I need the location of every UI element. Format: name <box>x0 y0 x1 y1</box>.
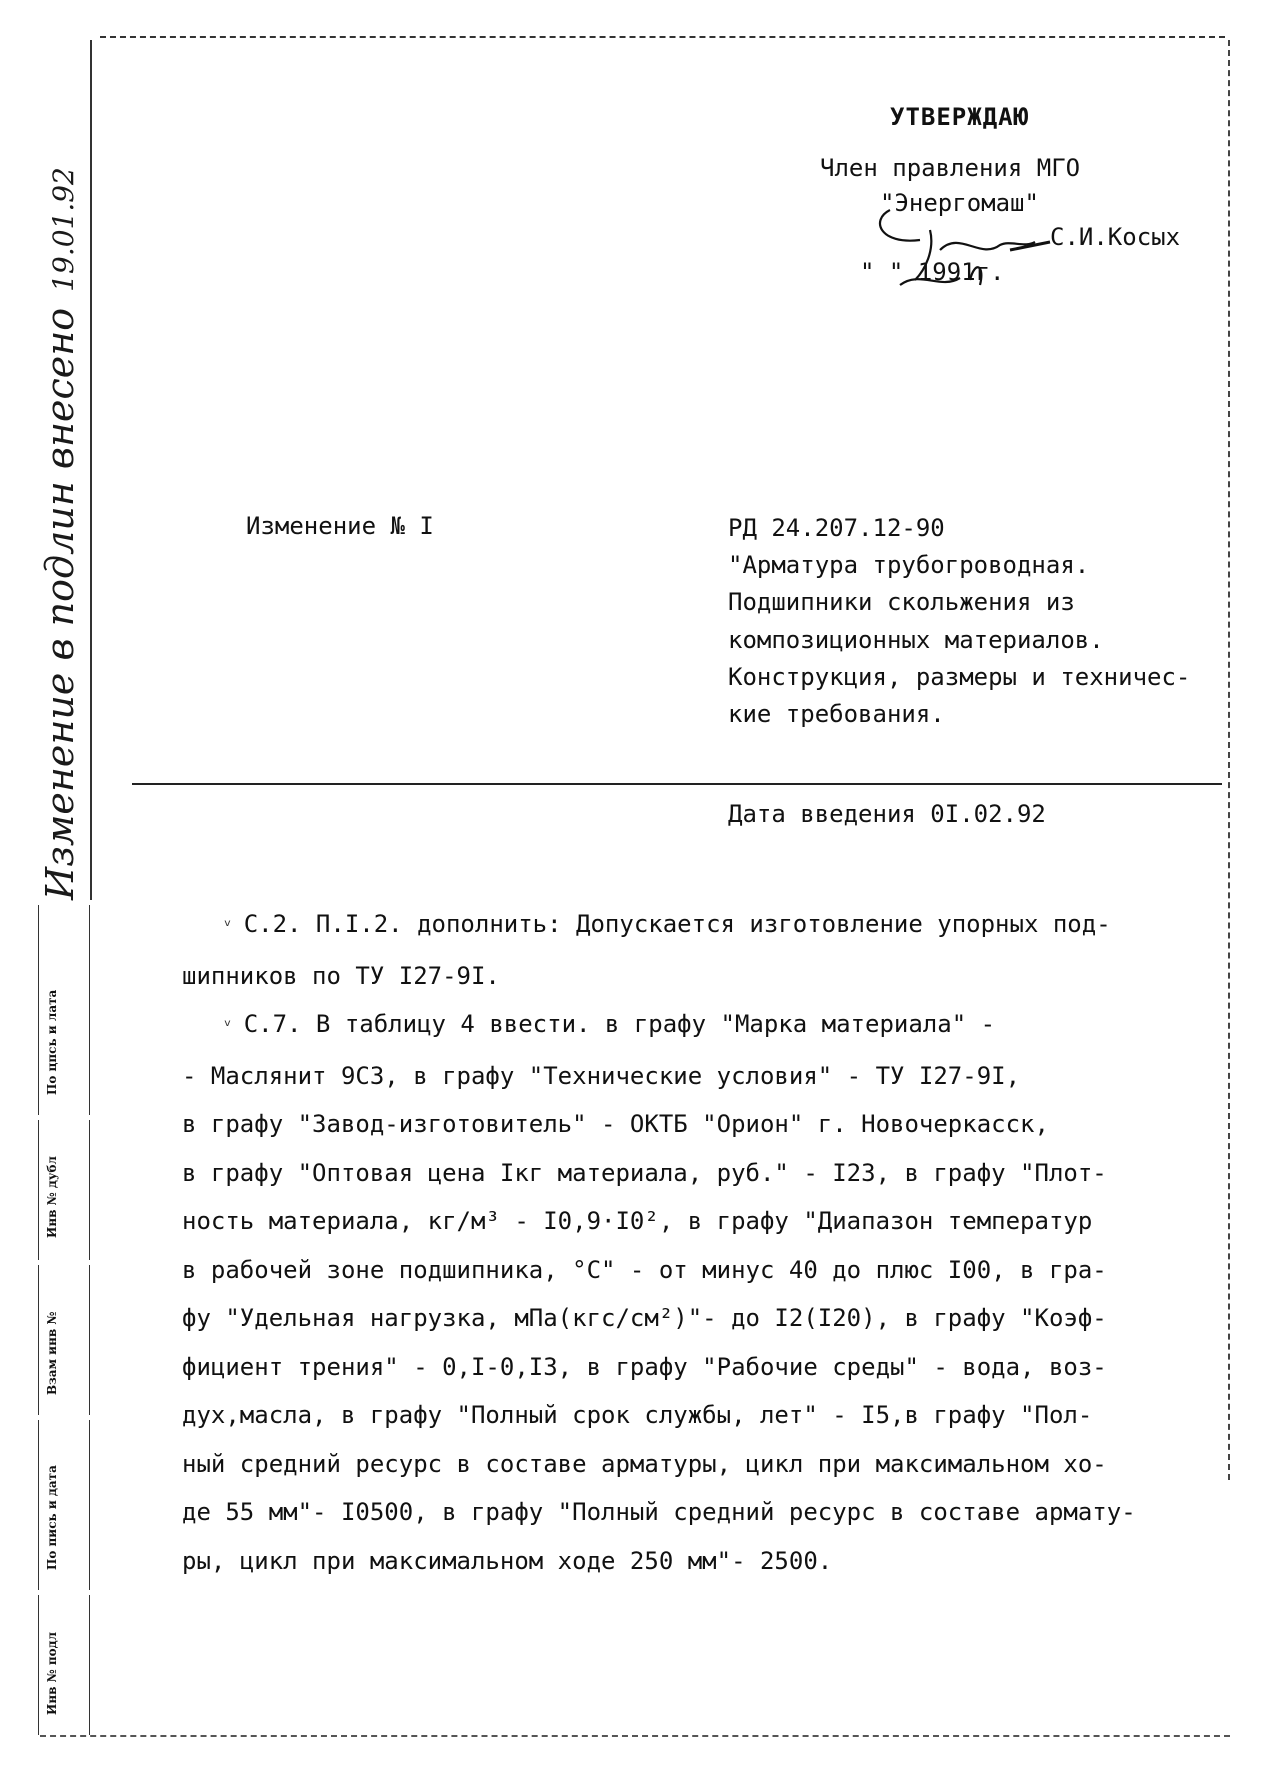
body-line: дух,масла, в графу "Полный срок службы, лет" - I5,в графу "Пол- <box>182 1401 1093 1429</box>
document-title-line: кие требования. <box>728 699 945 728</box>
body-line: ры, цикл при максимальном ходе 250 мм"- 2500. <box>182 1546 833 1575</box>
check-mark-icon: ᵛ <box>222 916 244 937</box>
check-mark-icon: ᵛ <box>222 1016 244 1037</box>
frame-right-line <box>1228 40 1230 1480</box>
header-divider <box>132 783 1222 785</box>
body-line: в графу "Оптовая цена Iкг материала, руб." - I23, в графу "Плот- <box>182 1158 1107 1187</box>
signature-handwritten <box>860 190 1060 300</box>
stamp-box-signature-date-2 <box>38 1420 90 1590</box>
body-line: де 55 мм"- I0500, в графу "Полный средний ресурс в составе армату- <box>182 1498 1136 1526</box>
stamp-box-dup-inv <box>38 1120 90 1260</box>
body-line: ный средний ресурс в составе арматуры, цикл при максимальном хо- <box>182 1449 1107 1478</box>
stamp-box-signature-date <box>38 905 90 1115</box>
stamp-label-dup-inv: Инв № дубл <box>45 1155 59 1238</box>
margin-note-date: 19.01.92 <box>47 167 80 292</box>
body-text <box>182 900 1222 1585</box>
frame-top-line <box>100 36 1225 38</box>
document-title-line: Конструкция, размеры и техничес- <box>728 662 1191 691</box>
document-title-block <box>728 510 1228 733</box>
body-line: - Маслянит 9С3, в графу "Технические условия" - ТУ I27-9I, <box>182 1061 1021 1090</box>
body-line: ность материала, кг/м³ - I0,9·I0², в графу "Диапазон температур <box>182 1207 1093 1235</box>
body-line: ᵛ С.2. П.I.2. дополнить: Допускается изготовление упорных под- <box>222 910 1111 938</box>
document-title-line: "Арматура трубогроводная. <box>728 551 1090 580</box>
approval-position: Член правления МГО <box>820 153 1081 182</box>
body-line: шипников по ТУ I27-9I. <box>182 961 500 990</box>
stamp-label-orig-inv: Инв № подл <box>45 1631 59 1715</box>
document-title-line: композиционных материалов. <box>728 625 1104 654</box>
margin-note-text: Изменение в подлин внесено <box>38 307 82 900</box>
stamp-box-replace-inv <box>38 1265 90 1415</box>
document-code: РД 24.207.12-90 <box>728 514 945 542</box>
stamp-box-orig-inv <box>38 1595 90 1735</box>
stamp-label-replace-inv: Взам инв № <box>45 1311 59 1395</box>
approval-heading: УТВЕРЖДАЮ <box>890 103 1030 131</box>
approval-signer: С.И.Косых <box>1050 223 1181 252</box>
stamp-label-signature-date-2: По пись и дата <box>45 1465 59 1570</box>
frame-bottom-line <box>40 1735 1230 1737</box>
document-title-line: Подшипники скольжения из <box>728 588 1075 617</box>
approval-date: " " 1991г. <box>860 258 1005 287</box>
body-line: ᵛ С.7. В таблицу 4 ввести. в графу "Марка материала" - <box>222 1010 996 1038</box>
body-line: в рабочей зоне подшипника, °С" - от минус 40 до плюс I00, в гра- <box>182 1255 1107 1284</box>
stamp-label-signature-date: По цпсь и лата <box>45 989 59 1095</box>
body-line: в графу "Завод-изготовитель" - ОКТБ "Орион" г. Новочеркасск, <box>182 1110 1049 1138</box>
change-number: Изменение № I <box>246 512 434 540</box>
approval-organization: "Энергомаш" <box>880 188 1039 217</box>
body-line: фу "Удельная нагрузка, мПа(кгс/см²)"- до I2(I20), в графу "Коэф- <box>182 1304 1107 1332</box>
body-line: фициент трения" - 0,I-0,I3, в графу "Рабочие среды" - вода, воз- <box>182 1352 1107 1381</box>
introduction-date: Дата введения 0I.02.92 <box>728 800 1046 828</box>
margin-handwritten-note <box>38 120 98 900</box>
